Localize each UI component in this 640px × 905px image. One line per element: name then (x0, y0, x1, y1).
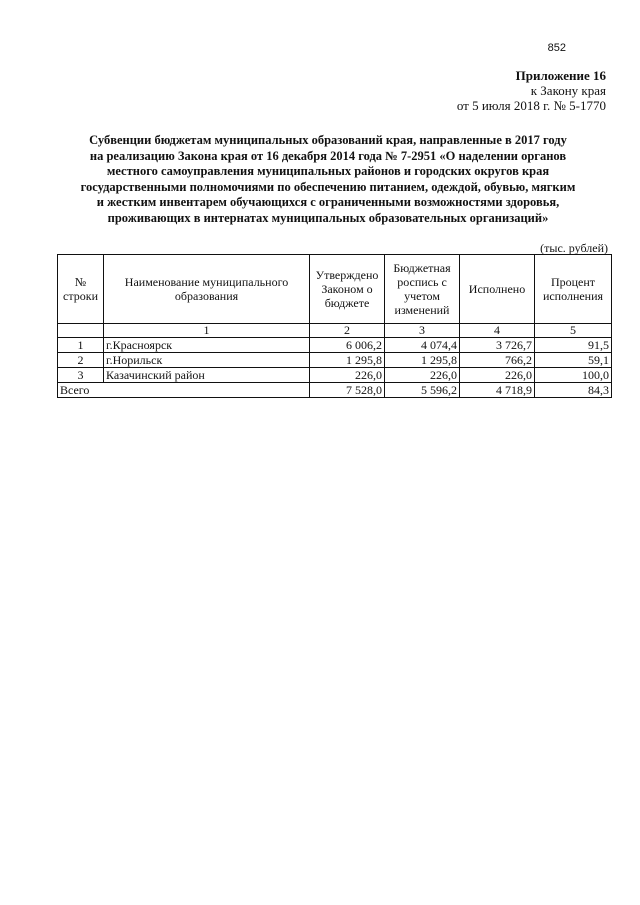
title-line: и жестким инвентарем обучающихся с ограниченными возможностями здоровья, (96, 195, 560, 209)
cell-total-revised: 5 596,2 (385, 383, 460, 398)
title-line: на реализацию Закона края от 16 декабря 2014 года № 7-2951 «О наделении органов (89, 148, 567, 163)
cell-revised: 1 295,8 (385, 353, 460, 368)
header-row-number: № строки (58, 255, 104, 324)
column-number: 2 (310, 324, 385, 338)
cell-row-number: 1 (58, 338, 104, 353)
column-number: 1 (104, 324, 310, 338)
cell-approved: 6 006,2 (310, 338, 385, 353)
cell-approved: 1 295,8 (310, 353, 385, 368)
table-row (58, 353, 612, 368)
cell-executed: 3 726,7 (460, 338, 535, 353)
title-line: проживающих в интернатах муниципальных образовательных организаций» (107, 210, 549, 225)
units-label: (тыс. рублей) (540, 241, 608, 255)
cell-percent: 91,5 (535, 338, 612, 353)
cell-total-executed: 4 718,9 (460, 383, 535, 398)
cell-row-number: 3 (58, 368, 104, 383)
header-executed: Исполнено (460, 255, 535, 324)
table-row (58, 368, 612, 383)
cell-municipality: г.Норильск (104, 353, 310, 368)
cell-revised: 226,0 (385, 368, 460, 383)
cell-total-label: Всего (58, 383, 310, 398)
header-revised: Бюджетная роспись с учетом изменений (385, 255, 460, 324)
appendix-block (457, 68, 606, 113)
cell-total-approved: 7 528,0 (310, 383, 385, 398)
cell-percent: 59,1 (535, 353, 612, 368)
page-number: 852 (547, 42, 566, 54)
cell-executed: 226,0 (460, 368, 535, 383)
cell-total-percent: 84,3 (535, 383, 612, 398)
appendix-law-ref: к Закону края (530, 83, 606, 98)
cell-executed: 766,2 (460, 353, 535, 368)
title-line: государственными полномочиями по обеспечению питанием, одеждой, обувью, мягким (80, 179, 576, 194)
header-percent: Процент исполнения (535, 255, 612, 324)
cell-percent: 100,0 (535, 368, 612, 383)
appendix-title: Приложение 16 (515, 68, 606, 83)
cell-revised: 4 074,4 (385, 338, 460, 353)
header-municipality: Наименование муниципального образования (104, 255, 310, 324)
cell-approved: 226,0 (310, 368, 385, 383)
column-number-empty (58, 324, 104, 338)
column-number: 4 (460, 324, 535, 338)
column-number: 5 (535, 324, 612, 338)
table-total-row (58, 383, 612, 398)
header-approved: Утверждено Законом о бюджете (310, 255, 385, 324)
column-number: 3 (385, 324, 460, 338)
cell-municipality: г.Красноярск (104, 338, 310, 353)
table-row (58, 338, 612, 353)
title-line: Субвенции бюджетам муниципальных образований края, направленные в 2017 году (89, 133, 567, 147)
table-header-row (58, 255, 612, 324)
title-line: местного самоуправления муниципальных районов и городских округов края (106, 164, 550, 178)
budget-table (57, 254, 612, 398)
appendix-date: от 5 июля 2018 г. № 5-1770 (456, 98, 606, 113)
document-title (60, 133, 596, 226)
cell-row-number: 2 (58, 353, 104, 368)
cell-municipality: Казачинский район (104, 368, 310, 383)
column-numbers-row (58, 324, 612, 338)
